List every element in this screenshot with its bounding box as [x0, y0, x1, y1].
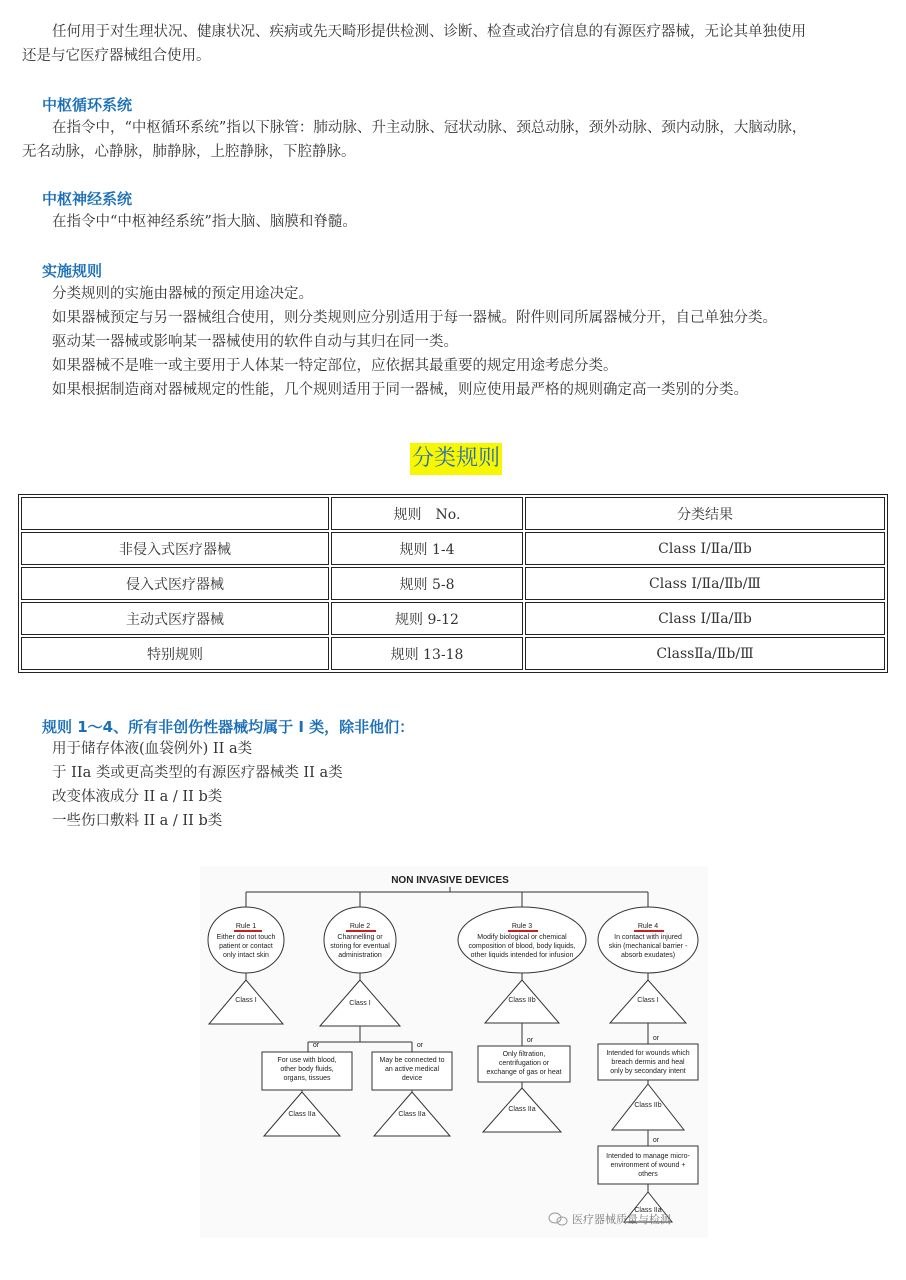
- table-header-row: [21, 497, 885, 530]
- or-label: or: [526, 1037, 534, 1044]
- wechat-watermark: [549, 1212, 671, 1226]
- non-invasive-devices-diagram: [200, 866, 708, 1238]
- rule1-text: patient or contact: [219, 943, 273, 950]
- or-label: or: [416, 1042, 424, 1049]
- rules-1-4-item: 改变体液成分 II a / II b类: [52, 789, 223, 805]
- rule3-option-text: Only filtration,: [502, 1051, 546, 1058]
- implementation-line-2: 如果器械预定与另一器械组合使用，则分类规则应分别适用于每一器械。附件则同所属器械分开，自己单独分类。: [52, 310, 777, 326]
- intro-line-1: 任何用于对生理状况、健康状况、疾病或先天畸形提供检测、诊断、检查或治疗信息的有源医疗器械，无论其单独使用: [52, 24, 806, 40]
- rule2-option-a-class: Class IIa: [288, 1111, 316, 1118]
- rule2-label: Rule 2: [349, 923, 371, 930]
- central-circulatory-line-1: 在指令中，“中枢循环系统”指以下脉管：肺动脉、升主动脉、冠状动脉、颈总动脉，颈外动脉、颈内动脉，大脑动脉，: [52, 120, 807, 136]
- table-cell-category: 侵入式医疗器械: [21, 567, 329, 600]
- rules-1-4-item: 一些伤口敷料 II a / II b类: [52, 813, 223, 829]
- rule4-option2-text: Intended to manage micro-: [606, 1153, 690, 1160]
- rule2-option-a-text: other body fluids,: [280, 1066, 334, 1073]
- or-label: or: [652, 1137, 660, 1144]
- wechat-icon: [549, 1213, 567, 1225]
- rule2-option-b-text: device: [401, 1075, 423, 1082]
- heading-implementation: 实施规则: [42, 262, 103, 280]
- table-row: [21, 567, 885, 600]
- rule1-text: only intact skin: [223, 952, 269, 959]
- rule3-option-class: Class IIa: [508, 1106, 536, 1113]
- implementation-line-4: 如果器械不是唯一或主要用于人体某一特定部位，应依据其最重要的规定用途考虑分类。: [52, 358, 618, 374]
- rule4-option2-class: Class IIa: [634, 1207, 662, 1214]
- rule2-option-b-text: May be connected to: [379, 1057, 445, 1064]
- table-header-cell: 规则 No.: [331, 497, 523, 530]
- table-cell-category: 非侵入式医疗器械: [21, 532, 329, 565]
- rule4-label: Rule 4: [637, 923, 659, 930]
- rule2-class: Class I: [349, 1000, 371, 1007]
- intro-line-2: 还是与它医疗器械组合使用。: [22, 48, 211, 64]
- table-cell-rule: 规则 5-8: [331, 567, 523, 600]
- heading-central-nervous: 中枢神经系统: [42, 190, 133, 208]
- rule1-text: Either do not touch: [216, 934, 276, 941]
- rule3-text: Modify biological or chemical: [477, 934, 567, 941]
- rule4-text: In contact with injured: [614, 934, 682, 941]
- implementation-line-1: 分类规则的实施由器械的预定用途决定。: [52, 286, 313, 302]
- table-row: [21, 637, 885, 670]
- rule2-option-a-text: For use with blood,: [277, 1057, 337, 1064]
- table-cell-class: Class Ⅰ/Ⅱa/Ⅱb: [525, 602, 885, 635]
- rule2-text: Channelling or: [337, 934, 383, 941]
- rule4-text: skin (mechanical barrier -: [608, 943, 688, 950]
- rules-1-4-item: 用于储存体液(血袋例外) II a类: [52, 741, 253, 757]
- rule3-text: composition of blood, body liquids,: [468, 943, 576, 950]
- watermark-text: 医疗器械质量与检测: [572, 1214, 671, 1226]
- implementation-line-3: 驱动某一器械或影响某一器械使用的软件自动与其归在同一类。: [52, 334, 458, 350]
- rule2-option-b-class: Class IIa: [398, 1111, 426, 1118]
- rule4-option2-text: others: [638, 1171, 658, 1178]
- rule2-option-a-text: organs, tissues: [283, 1075, 331, 1082]
- diagram-title: NON INVASIVE DEVICES: [391, 875, 509, 886]
- table-title: 分类规则: [410, 443, 502, 475]
- classification-table: [18, 494, 888, 673]
- table-cell-rule: 规则 9-12: [331, 602, 523, 635]
- heading-central-circulatory: 中枢循环系统: [42, 96, 133, 114]
- table-cell-category: 特别规则: [21, 637, 329, 670]
- rule3-label: Rule 3: [511, 923, 533, 930]
- rule2-text: storing for eventual: [330, 943, 390, 950]
- rule4-text: absorb exudates): [620, 952, 676, 959]
- rule3-option-text: exchange of gas or heat: [486, 1069, 562, 1076]
- rule3-class: Class IIb: [508, 997, 536, 1004]
- heading-rules-1-4: 规则 1～4、所有非创伤性器械均属于 I 类，除非他们：: [42, 718, 415, 736]
- rule2-option-b-text: an active medical: [384, 1066, 440, 1073]
- rule4-option1-text: Intended for wounds which: [606, 1050, 690, 1057]
- rules-1-4-item: 于 IIa 类或更高类型的有源医疗器械类 II a类: [52, 765, 343, 781]
- table-cell-class: Class Ⅰ/Ⅱa/Ⅱb/Ⅲ: [525, 567, 885, 600]
- table-cell-category: 主动式医疗器械: [21, 602, 329, 635]
- rule1-class: Class I: [235, 997, 257, 1004]
- rule4-option1-text: breach dermis and heal: [611, 1059, 685, 1066]
- rule4-option2-text: environment of wound +: [610, 1162, 686, 1169]
- or-label: or: [312, 1042, 320, 1049]
- table-row: [21, 602, 885, 635]
- rule2-text: administration: [338, 952, 382, 959]
- rule3-text: other liquids intended for infusion: [470, 952, 574, 959]
- table-row: [21, 532, 885, 565]
- table-header-cell: 分类结果: [525, 497, 885, 530]
- rule4-option1-text: only by secondary intent: [610, 1068, 686, 1075]
- rule4-class: Class I: [637, 997, 659, 1004]
- rule3-option-text: centrifugation or: [498, 1060, 550, 1067]
- table-cell-class: ClassⅡa/Ⅱb/Ⅲ: [525, 637, 885, 670]
- central-circulatory-line-2: 无名动脉，心静脉，肺静脉，上腔静脉，下腔静脉。: [22, 144, 356, 160]
- table-cell-class: Class Ⅰ/Ⅱa/Ⅱb: [525, 532, 885, 565]
- table-cell-rule: 规则 1-4: [331, 532, 523, 565]
- rule1-label: Rule 1: [235, 923, 257, 930]
- rule4-option1-class: Class IIb: [634, 1102, 662, 1109]
- table-header-cell: [21, 497, 329, 530]
- central-nervous-line-1: 在指令中“中枢神经系统”指大脑、脑膜和脊髓。: [52, 214, 357, 230]
- implementation-line-5: 如果根据制造商对器械规定的性能，几个规则适用于同一器械，则应使用最严格的规则确定高一类别的分类。: [52, 382, 748, 398]
- or-label: or: [652, 1035, 660, 1042]
- table-cell-rule: 规则 13-18: [331, 637, 523, 670]
